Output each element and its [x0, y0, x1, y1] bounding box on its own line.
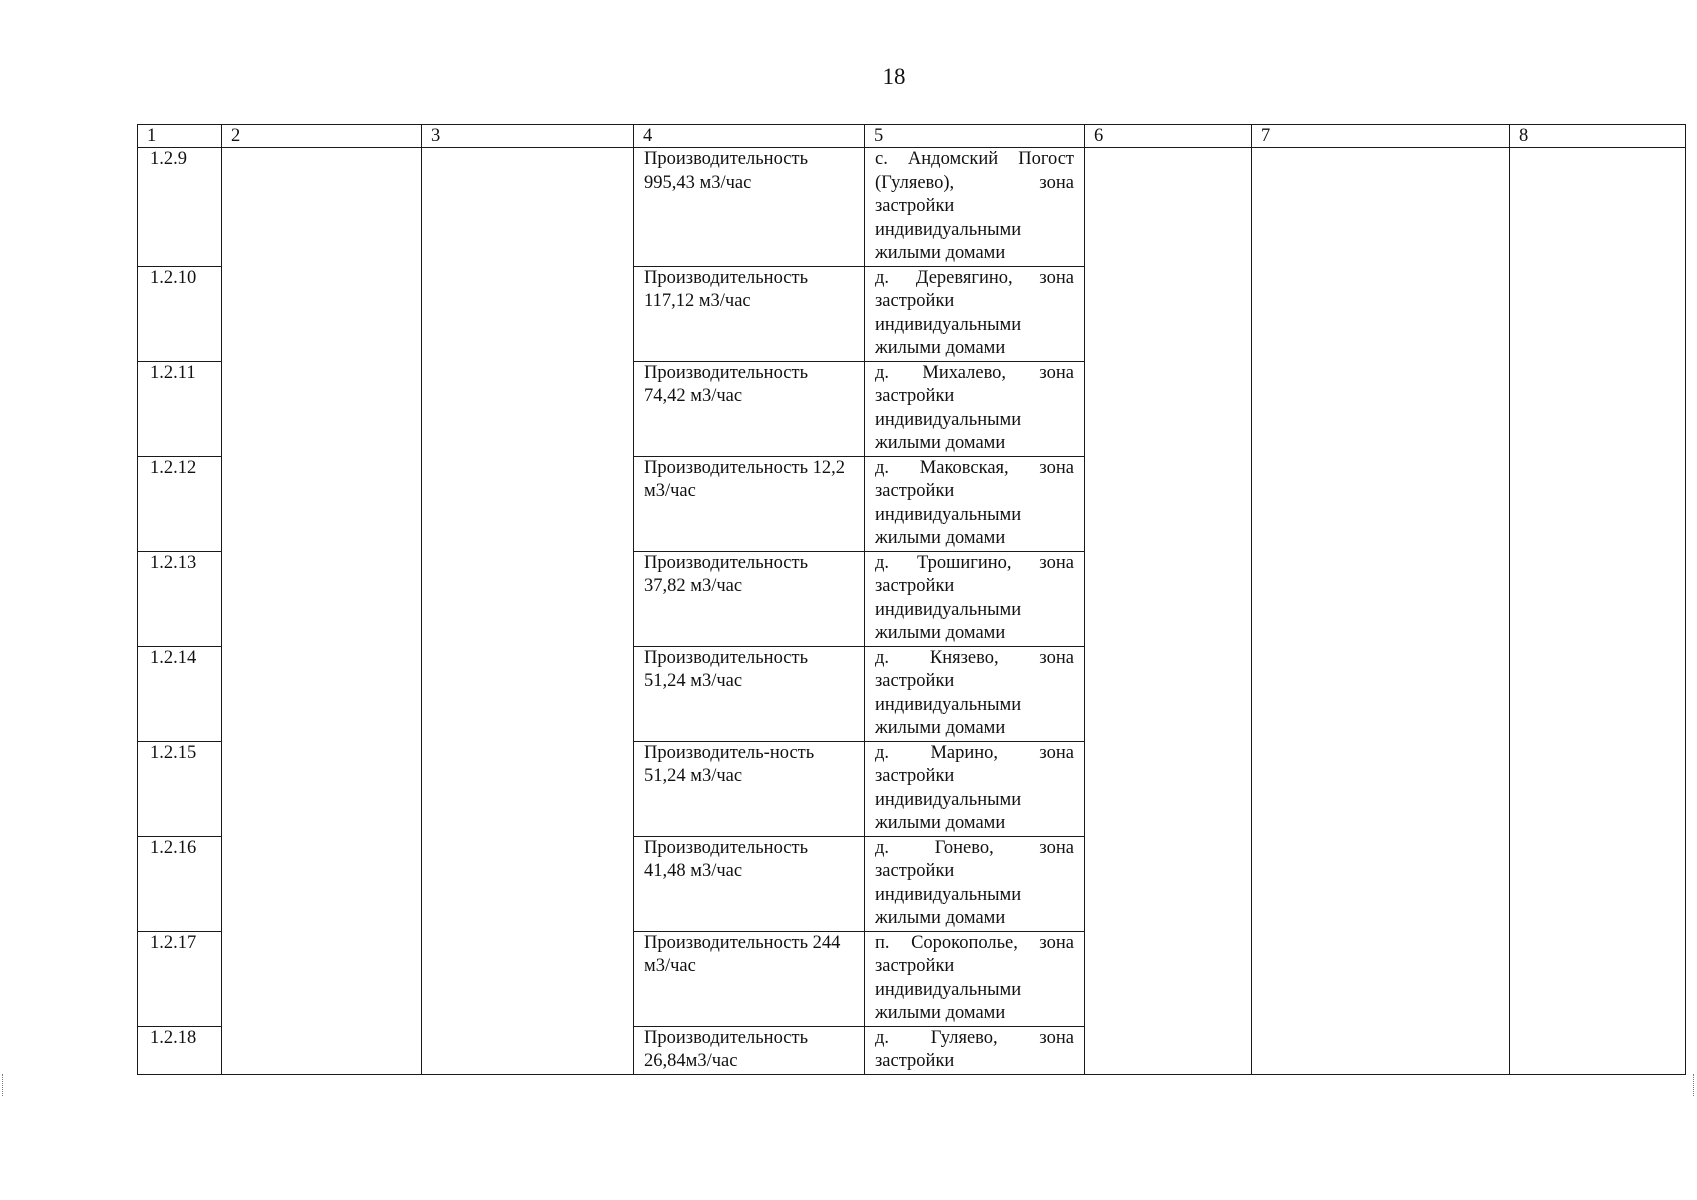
header-cell-4: 4 [634, 125, 865, 148]
header-cell-1: 1 [138, 125, 222, 148]
row-number: 1.2.15 [138, 741, 222, 836]
location-cell: п. Сорокополье, зона застройки индивидуальными жилыми домами [865, 931, 1085, 1026]
location-cell: д. Гуляево, зона застройки [865, 1026, 1085, 1074]
row-number: 1.2.17 [138, 931, 222, 1026]
location-cell: д. Деревягино, зона застройки индивидуальными жилыми домами [865, 266, 1085, 361]
capacity-cell: Производитель-ность 51,24 м3/час [634, 741, 865, 836]
location-cell: д. Князево, зона застройки индивидуальными жилыми домами [865, 646, 1085, 741]
header-cell-5: 5 [865, 125, 1085, 148]
column-6-merged-cell [1085, 148, 1252, 1075]
header-cell-6: 6 [1085, 125, 1252, 148]
column-3-merged-cell [422, 148, 634, 1075]
table-row [138, 148, 1686, 267]
column-8-merged-cell [1510, 148, 1686, 1075]
capacity-cell: Производительность 74,42 м3/час [634, 361, 865, 456]
capacity-cell: Производительность 41,48 м3/час [634, 836, 865, 931]
column-2-merged-cell [222, 148, 422, 1075]
location-cell: д. Маковская, зона застройки индивидуальными жилыми домами [865, 456, 1085, 551]
page-number: 18 [882, 64, 906, 89]
scan-edge-mark-right [1693, 1074, 1695, 1096]
row-number: 1.2.10 [138, 266, 222, 361]
capacity-cell: Производительность 12,2 м3/час [634, 456, 865, 551]
header-cell-3: 3 [422, 125, 634, 148]
row-number: 1.2.9 [138, 148, 222, 267]
row-number: 1.2.11 [138, 361, 222, 456]
capacity-cell: Производительность 37,82 м3/час [634, 551, 865, 646]
header-row [138, 125, 1686, 148]
row-number: 1.2.14 [138, 646, 222, 741]
document-table [137, 124, 1686, 1075]
capacity-cell: Производительность 244 м3/час [634, 931, 865, 1026]
capacity-cell: Производительность 51,24 м3/час [634, 646, 865, 741]
location-cell: с. Андомский Погост (Гуляево), зона застройки индивидуальными жилыми домами [865, 148, 1085, 267]
row-number: 1.2.12 [138, 456, 222, 551]
row-number: 1.2.18 [138, 1026, 222, 1074]
header-cell-7: 7 [1252, 125, 1510, 148]
location-cell: д. Михалево, зона застройки индивидуальными жилыми домами [865, 361, 1085, 456]
column-7-merged-cell [1252, 148, 1510, 1075]
header-cell-2: 2 [222, 125, 422, 148]
capacity-cell: Производительность 26,84м3/час [634, 1026, 865, 1074]
capacity-cell: Производительность 995,43 м3/час [634, 148, 865, 267]
capacity-cell: Производительность 117,12 м3/час [634, 266, 865, 361]
scan-edge-mark-left [2, 1074, 4, 1096]
header-cell-8: 8 [1510, 125, 1686, 148]
row-number: 1.2.13 [138, 551, 222, 646]
location-cell: д. Трошигино, зона застройки индивидуальными жилыми домами [865, 551, 1085, 646]
row-number: 1.2.16 [138, 836, 222, 931]
location-cell: д. Марино, зона застройки индивидуальными жилыми домами [865, 741, 1085, 836]
location-cell: д. Гонево, зона застройки индивидуальными жилыми домами [865, 836, 1085, 931]
